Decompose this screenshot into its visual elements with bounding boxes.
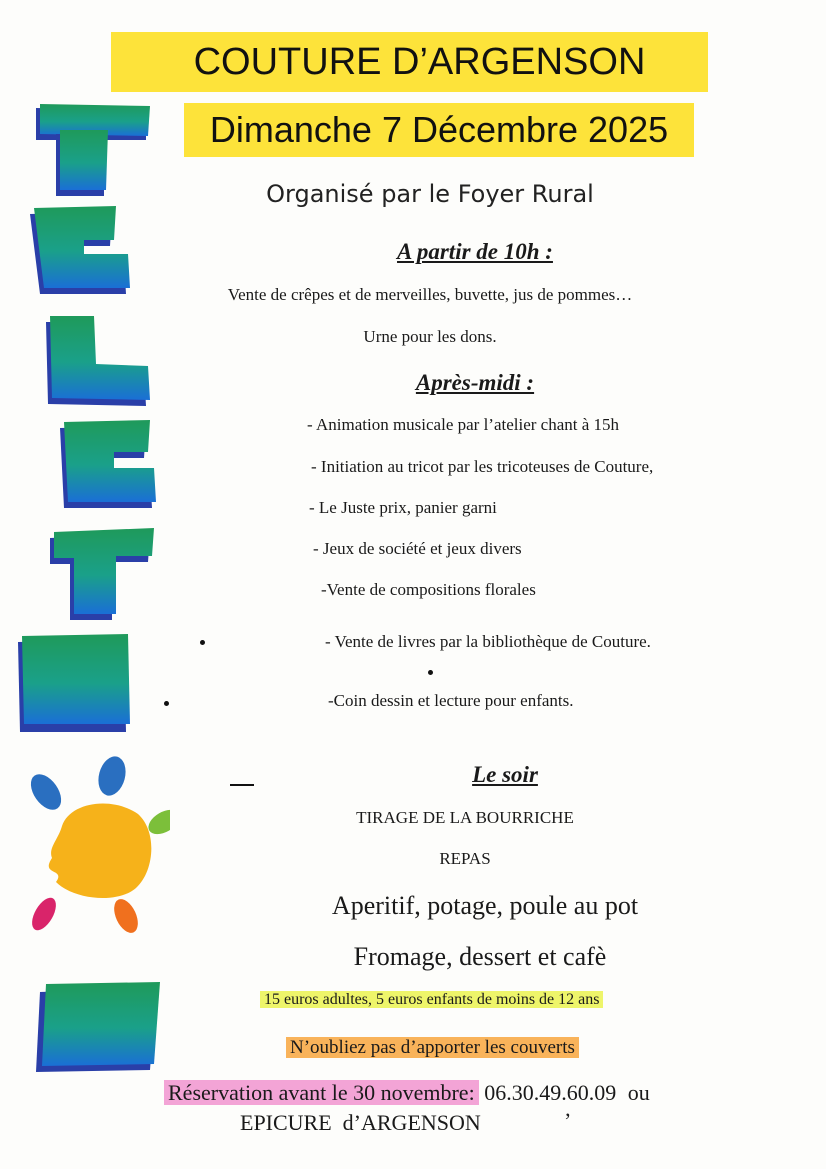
afternoon-item: - Initiation au tricot par les tricoteuses de Couture,: [311, 457, 654, 476]
price-info: [260, 991, 603, 1009]
logo-letter-h: [18, 634, 130, 732]
evening-heading: Le soir: [472, 762, 538, 787]
shop-name: EPICURE d’ARGENSON: [240, 1110, 481, 1135]
logo-letter-e: [30, 206, 130, 294]
afternoon-item: - Jeux de société et jeux divers: [313, 539, 522, 558]
reservation-label: Réservation avant le 30 novembre:: [164, 1080, 479, 1105]
trailing-mark: ’: [564, 1108, 572, 1133]
event-date: Dimanche 7 Décembre 2025: [184, 103, 694, 157]
morning-heading: A partir de 10h :: [397, 239, 553, 264]
raffle-label: TIRAGE DE LA BOURRICHE: [356, 808, 574, 827]
logo-letter-t-2: [50, 528, 154, 620]
reminder-info: [286, 1037, 579, 1059]
or-word: ou: [627, 1080, 650, 1105]
logo-letter-e-2: [60, 420, 156, 508]
logo-letter-n: [36, 982, 160, 1072]
menu-line: Fromage, dessert et cafè: [353, 942, 607, 971]
afternoon-item: - Animation musicale par l’atelier chant à 15h: [307, 415, 620, 434]
bullet-dot: [200, 640, 205, 645]
phone-number: 06.30.49.60.09: [484, 1080, 617, 1105]
menu-line: Aperitif, potage, poule au pot: [331, 891, 639, 920]
afternoon-item: - Le Juste prix, panier garni: [309, 498, 497, 517]
page-title: COUTURE D’ARGENSON: [111, 32, 708, 92]
afternoon-item: - Vente de livres par la bibliothèque de Couture.: [325, 632, 651, 651]
logo-letter-t: [36, 104, 150, 196]
afternoon-item: -Coin dessin et lecture pour enfants.: [328, 691, 574, 710]
morning-item: Urne pour les dons.: [363, 327, 497, 346]
afternoon-item: -Vente de compositions florales: [321, 580, 536, 599]
logo-letter-l: [46, 316, 150, 406]
divider-dash: [230, 784, 254, 786]
price-text: 15 euros adultes, 5 euros enfants de moins de 12 ans: [260, 991, 603, 1008]
organizer: Organisé par le Foyer Rural: [266, 180, 594, 208]
bullet-dot: [164, 701, 169, 706]
logo-sun: [25, 753, 170, 936]
morning-item: Vente de crêpes et de merveilles, buvette, jus de pommes…: [227, 285, 633, 304]
reminder-text: N’oubliez pas d’apporter les couverts: [286, 1037, 579, 1058]
reservation-line: [164, 1080, 650, 1106]
bullet-dot: [428, 670, 433, 675]
telethon-logo: [0, 0, 170, 1169]
afternoon-heading: Après-midi :: [415, 370, 535, 395]
meal-label: REPAS: [439, 849, 491, 868]
